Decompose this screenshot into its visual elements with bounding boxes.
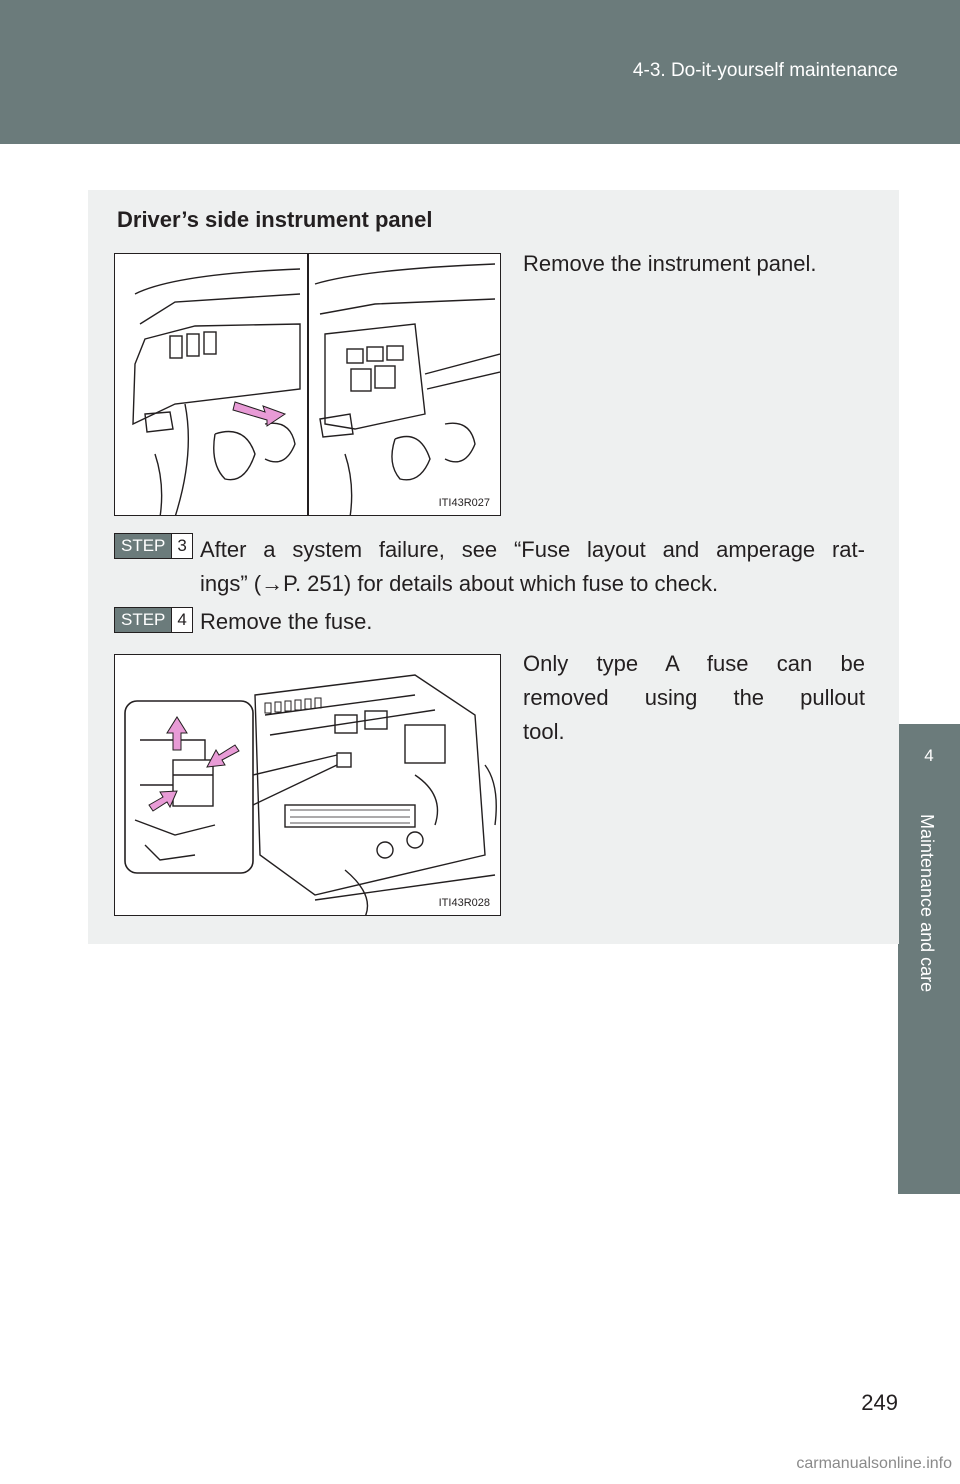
chapter-number: 4 — [924, 746, 934, 765]
panel-heading: Driver’s side instrument panel — [117, 207, 433, 232]
fuse-removal-illustration — [114, 654, 501, 916]
figure2-note-line2: removed using the pullout — [523, 685, 865, 710]
figure-code: ITI43R027 — [438, 497, 490, 509]
step-number: 3 — [172, 533, 192, 559]
figure2-note-line1: Only type A fuse can be — [523, 651, 865, 676]
watermark: carmanualsonline.info — [796, 1455, 952, 1472]
step3-line1: After a system failure, see “Fuse layout and amperage rat- — [200, 537, 865, 562]
page-number: 249 — [861, 1390, 898, 1415]
section-title: 4-3. Do-it-yourself maintenance — [632, 60, 898, 81]
instrument-panel-illustration — [114, 253, 501, 516]
step-word: STEP — [114, 533, 172, 559]
step-word: STEP — [114, 607, 172, 633]
step4-text: Remove the fuse. — [200, 609, 373, 634]
chapter-label: Maintenance and care — [917, 814, 937, 993]
chapter-tab-box — [898, 724, 960, 1194]
step-number: 4 — [172, 607, 192, 633]
figure1-instruction: Remove the instrument panel. — [523, 251, 817, 276]
chapter-tab — [898, 144, 960, 1484]
step3-badge — [114, 533, 193, 559]
fuse-box-drawing — [115, 655, 501, 916]
step3-line2: ings” (→P. 251) for details about which fuse to check. — [200, 571, 719, 596]
figure-code: ITI43R028 — [438, 897, 490, 909]
instrument-panel-drawing — [115, 254, 501, 516]
page-header — [0, 0, 960, 144]
figure2-note-line3: tool. — [523, 719, 565, 744]
step4-badge — [114, 607, 193, 633]
